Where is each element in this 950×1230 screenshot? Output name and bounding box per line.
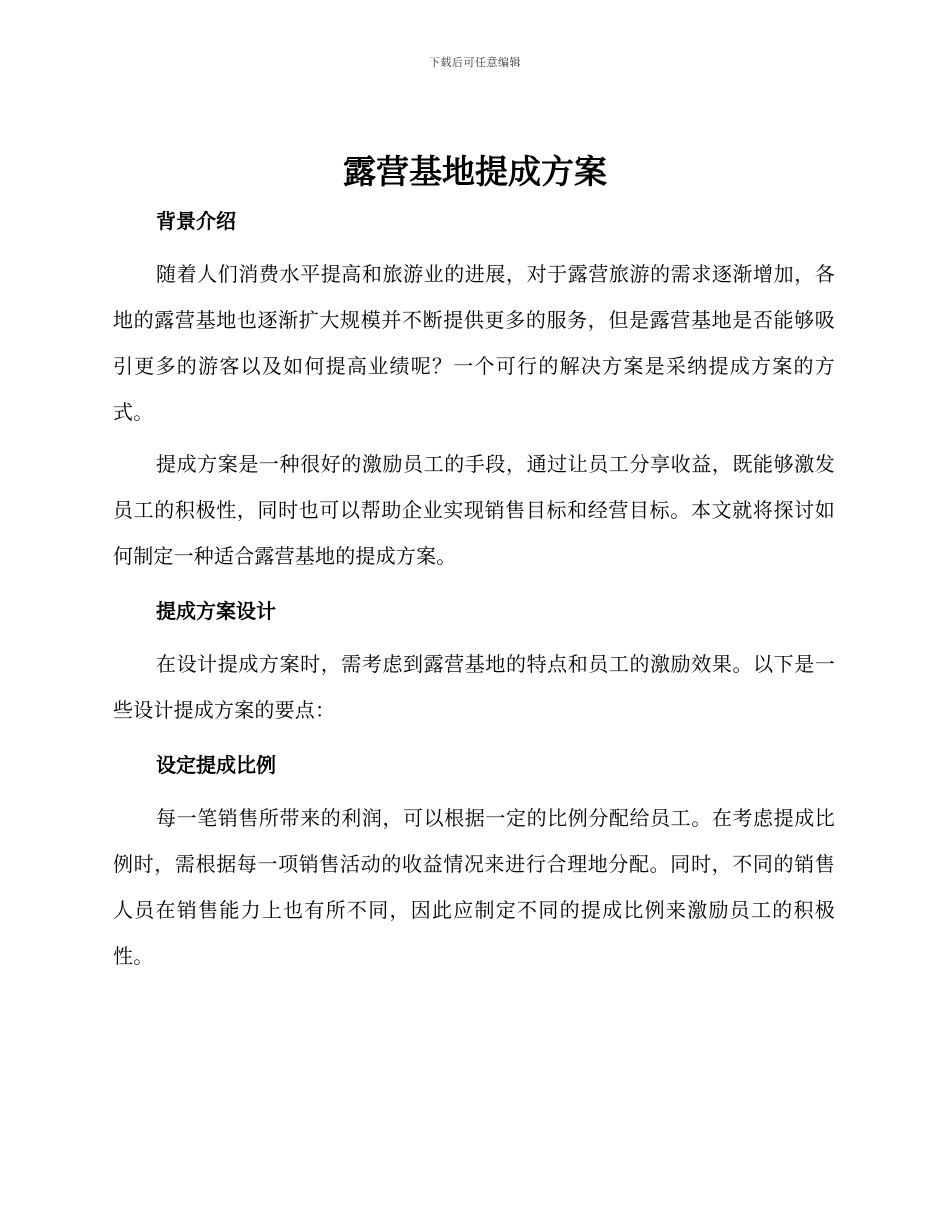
paragraph-background-2: 提成方案是一种很好的激励员工的手段，通过让员工分享收益，既能够激发员工的积极性，同时也可以帮助企业实现销售目标和经营目标。本文就将探讨如何制定一种适合露营基地的提成方案。 [113, 452, 835, 568]
paragraph-background-1: 随着人们消费水平提高和旅游业的进展，对于露营旅游的需求逐渐增加，各地的露营基地也逐渐扩大规模并不断提供更多的服务，但是露营基地是否能够吸引更多的游客以及如何提高业绩呢？一个可行的解决方案是采纳提成方案的方式。 [113, 262, 835, 424]
section-heading-ratio: 设定提成比例 [156, 753, 276, 777]
paragraph-ratio-1: 每一笔销售所带来的利润，可以根据一定的比例分配给员工。在考虑提成比例时，需根据每一项销售活动的收益情况来进行合理地分配。同时，不同的销售人员在销售能力上也有所不同，因此应制定不同的提成比例来激励员工的积极性。 [113, 806, 835, 968]
document-body [113, 205, 835, 979]
paragraph-design-1: 在设计提成方案时，需考虑到露营基地的特点和员工的激励效果。以下是一些设计提成方案的要点： [113, 652, 835, 722]
section-heading-design: 提成方案设计 [156, 599, 276, 623]
document-title: 露营基地提成方案 [343, 152, 607, 191]
header-note: 下载后可任意编辑 [429, 56, 521, 69]
section-heading-background: 背景介绍 [156, 209, 236, 233]
